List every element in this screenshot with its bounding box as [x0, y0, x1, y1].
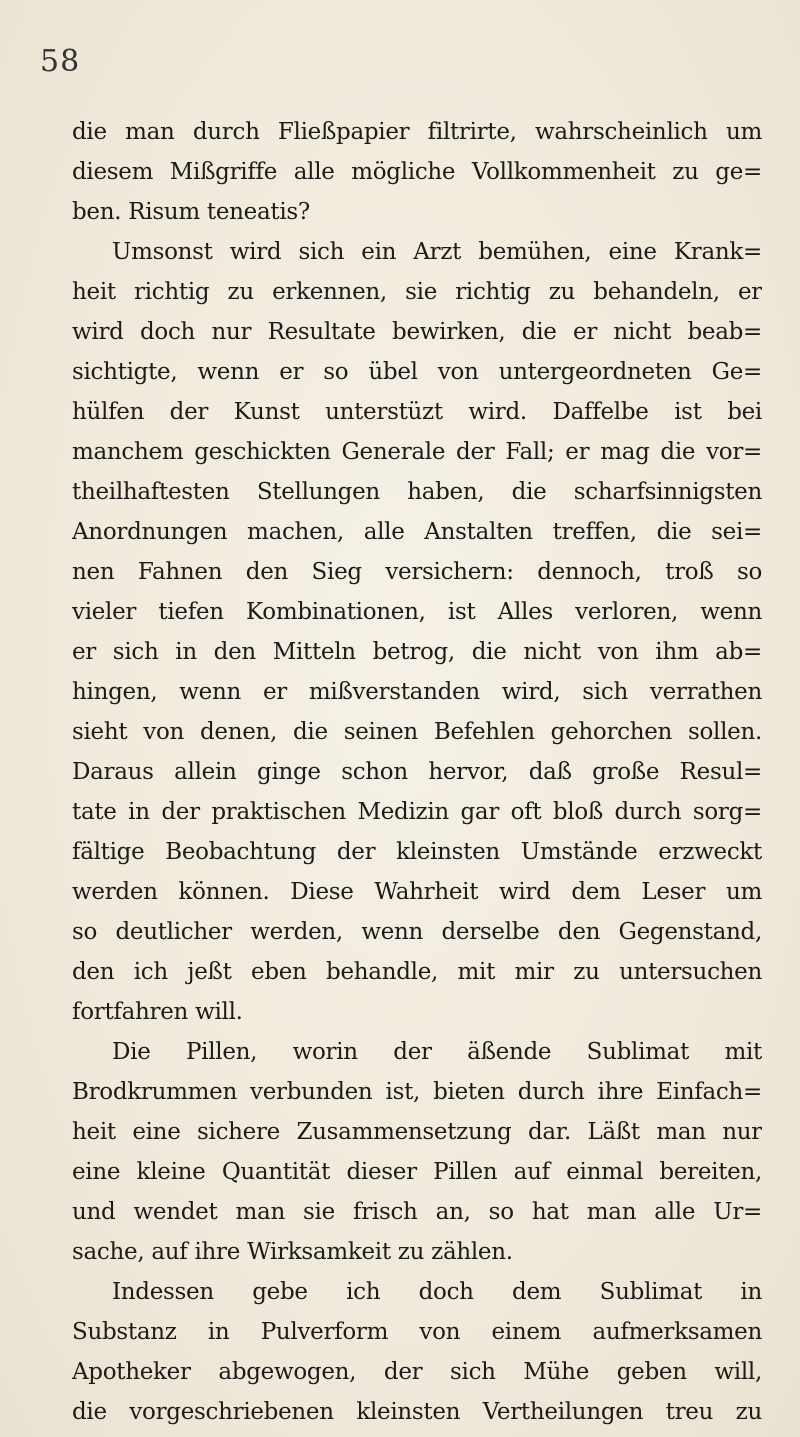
text-line: fortfahren will.	[72, 999, 243, 1025]
text-line: wird doch nur Resultate bewirken, die er nicht beab=	[72, 319, 762, 345]
text-line: Substanz in Pulverform von einem aufmerksamen	[72, 1319, 762, 1345]
text-line: Brodkrummen verbunden ist, bieten durch ihre Einfach=	[72, 1079, 762, 1105]
text-line: werden können. Diese Wahrheit wird dem Leser um	[72, 879, 762, 905]
text-line: theilhaftesten Stellungen haben, die scharfsinnigsten	[72, 479, 762, 505]
text-line: ben. Risum teneatis?	[72, 199, 310, 225]
text-line: sieht von denen, die seinen Befehlen gehorchen sollen.	[72, 719, 762, 745]
text-line: Die Pillen, worin der äßende Sublimat mit	[112, 1039, 762, 1065]
text-line: diesem Mißgriffe alle mögliche Vollkommenheit zu ge=	[72, 159, 762, 185]
text-line: Daraus allein ginge schon hervor, daß große Resul=	[72, 759, 762, 785]
text-line: Apotheker abgewogen, der sich Mühe geben will,	[72, 1359, 762, 1385]
page-number: 58	[40, 44, 81, 79]
text-line: tate in der praktischen Medizin gar oft bloß durch sorg=	[72, 799, 762, 825]
text-line: eine kleine Quantität dieser Pillen auf einmal bereiten,	[72, 1159, 762, 1185]
text-line: vieler tiefen Kombinationen, ist Alles verloren, wenn	[72, 599, 762, 625]
text-line: er sich in den Mitteln betrog, die nicht von ihm ab=	[72, 639, 762, 665]
text-line: Indessen gebe ich doch dem Sublimat in	[112, 1279, 762, 1305]
text-line: den ich jeßt eben behandle, mit mir zu untersuchen	[72, 959, 762, 985]
text-line: heit eine sichere Zusammensetzung dar. Läßt man nur	[72, 1119, 762, 1145]
text-line: Umsonst wird sich ein Arzt bemühen, eine Krank=	[112, 239, 762, 265]
text-line: und wendet man sie frisch an, so hat man alle Ur=	[72, 1199, 762, 1225]
text-line: nen Fahnen den Sieg versichern: dennoch, troß so	[72, 559, 762, 585]
text-line: so deutlicher werden, wenn derselbe den Gegenstand,	[72, 919, 762, 945]
text-line: die vorgeschriebenen kleinsten Vertheilungen treu zu	[72, 1399, 762, 1425]
text-line: manchem geschickten Generale der Fall; er mag die vor=	[72, 439, 762, 465]
text-line: hingen, wenn er mißverstanden wird, sich verrathen	[72, 679, 762, 705]
text-line: Anordnungen machen, alle Anstalten treffen, die sei=	[72, 519, 762, 545]
text-line: die man durch Fließpapier filtrirte, wahrscheinlich um	[72, 119, 762, 145]
text-line: heit richtig zu erkennen, sie richtig zu behandeln, er	[72, 279, 762, 305]
text-line: sache, auf ihre Wirksamkeit zu zählen.	[72, 1239, 513, 1265]
body-text	[72, 112, 762, 1432]
text-line: sichtigte, wenn er so übel von untergeordneten Ge=	[72, 359, 762, 385]
text-line: hülfen der Kunst unterstüzt wird. Daffelbe ist bei	[72, 399, 762, 425]
text-line: fältige Beobachtung der kleinsten Umstände erzweckt	[72, 839, 762, 865]
